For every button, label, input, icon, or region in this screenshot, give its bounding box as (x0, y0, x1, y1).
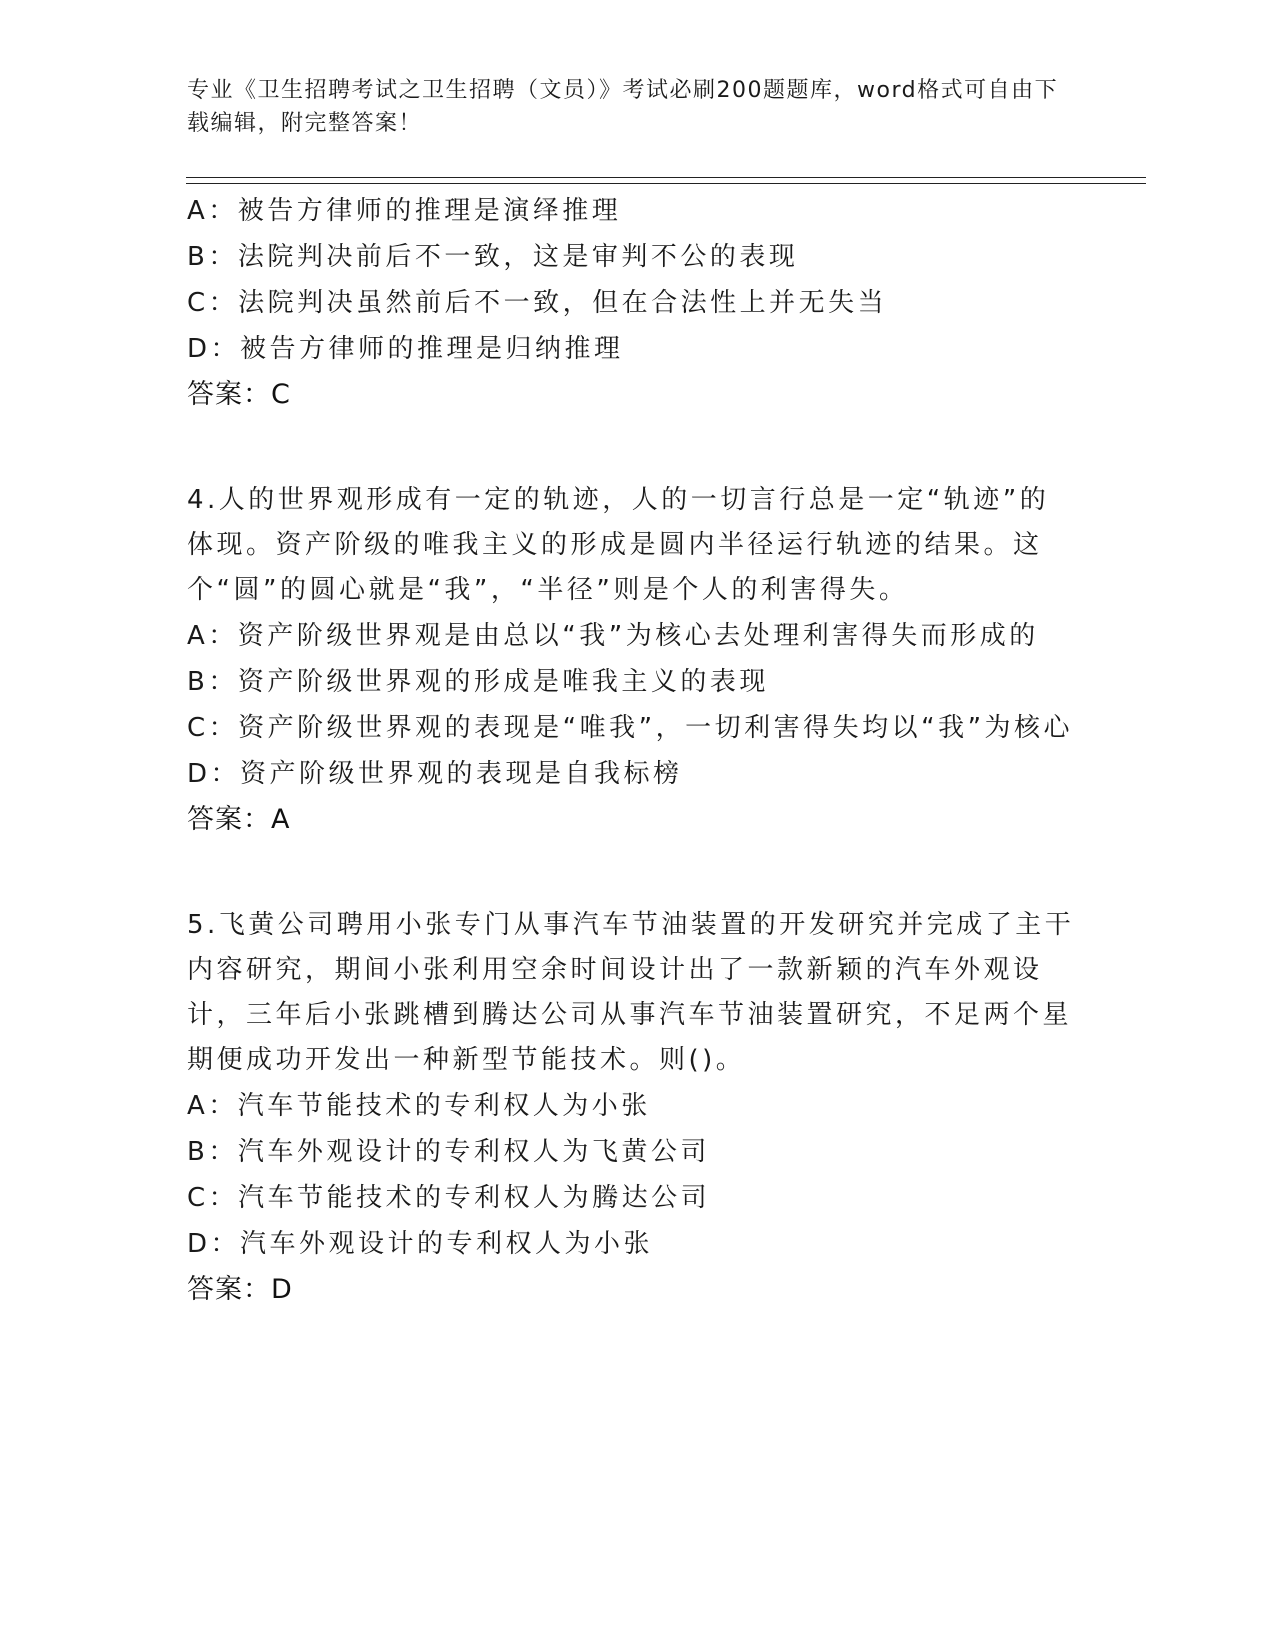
option-a: A：汽车节能技术的专利权人为小张 (187, 1091, 651, 1121)
option-c: C：资产阶级世界观的表现是“唯我”，一切利害得失均以“我”为核心 (187, 713, 1074, 743)
option-d: D：资产阶级世界观的表现是自我标榜 (187, 759, 683, 789)
question-block (187, 188, 1077, 418)
question-stem: 4.人的世界观形成有一定的轨迹，人的一切言行总是一定“轨迹”的体现。资产阶级的唯我主义的形成是圆内半径运行轨迹的结果。这个“圆”的圆心就是“我”，“半径”则是个人的利害得失。 (187, 485, 1050, 605)
option-d: D：汽车外观设计的专利权人为小张 (187, 1229, 654, 1259)
option-c: C：法院判决虽然前后不一致，但在合法性上并无失当 (187, 288, 888, 318)
header-rule-bottom (186, 183, 1146, 184)
answer-line: 答案：C (187, 379, 291, 410)
question-list (187, 188, 1077, 1313)
spacer (187, 418, 1077, 478)
option-b: B：法院判决前后不一致，这是审判不公的表现 (187, 242, 799, 272)
option-c: C：汽车节能技术的专利权人为腾达公司 (187, 1183, 711, 1213)
option-b: B：汽车外观设计的专利权人为飞黄公司 (187, 1137, 710, 1167)
question-stem: 5.飞黄公司聘用小张专门从事汽车节油装置的开发研究并完成了主干内容研究，期间小张利用空余时间设计出了一款新颖的汽车外观设计，三年后小张跳槽到腾达公司从事汽车节油装置研究，不足两个星期便成功开发出一种新型节能技术。则()。 (187, 910, 1075, 1075)
question-block (187, 478, 1077, 843)
option-d: D：被告方律师的推理是归纳推理 (187, 334, 624, 364)
question-block (187, 903, 1077, 1313)
document-header (187, 74, 1067, 140)
answer-line: 答案：D (187, 1274, 293, 1305)
option-a: A：资产阶级世界观是由总以“我”为核心去处理利害得失而形成的 (187, 621, 1039, 651)
option-b: B：资产阶级世界观的形成是唯我主义的表现 (187, 667, 769, 697)
spacer (187, 843, 1077, 903)
header-text: 专业《卫生招聘考试之卫生招聘（文员）》考试必刷200题题库，word格式可自由下载编辑，附完整答案！ (187, 78, 1059, 136)
header-rule-top (186, 177, 1146, 178)
answer-line: 答案：A (187, 804, 291, 835)
option-a: A：被告方律师的推理是演绎推理 (187, 196, 622, 226)
